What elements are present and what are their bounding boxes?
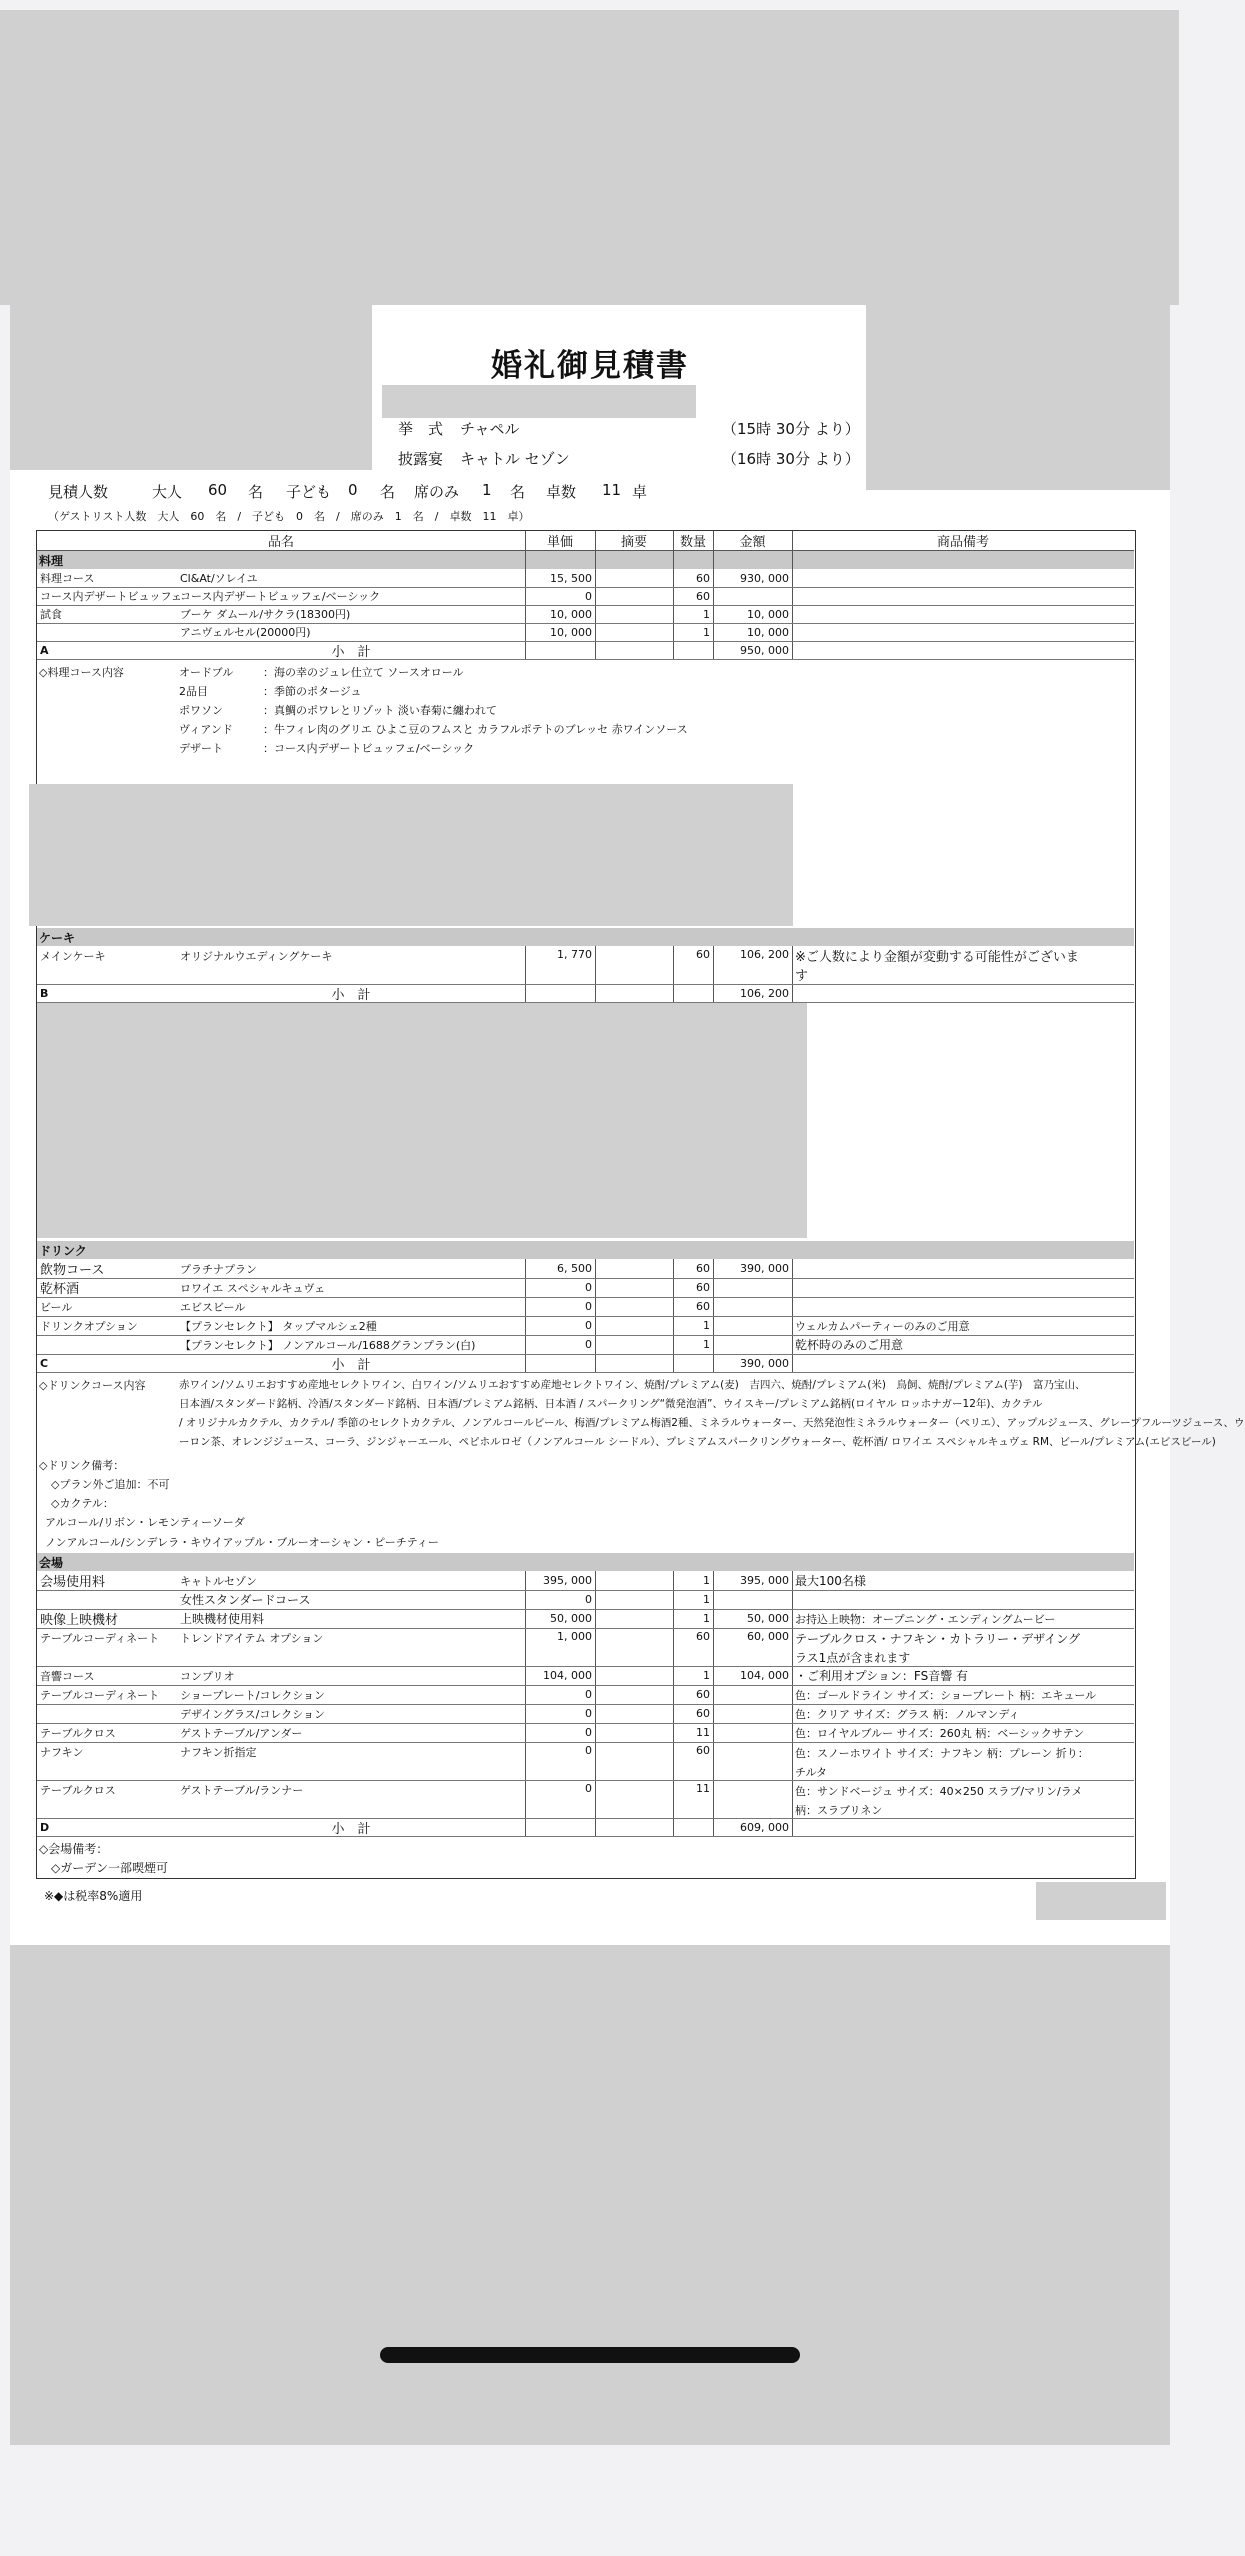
ceremony-label: 挙 式 [398, 420, 444, 438]
adult-count: 60 [208, 481, 228, 499]
course-desc: ：コース内デザートビュッフェ/ベーシック [263, 742, 475, 755]
grid-line [713, 531, 714, 659]
row-category: ドリンクオプション [40, 1319, 138, 1333]
grid-line [37, 1278, 1134, 1279]
row-category: 飲物コース [40, 1263, 105, 1278]
course-name: オードブル [179, 666, 234, 679]
drink-content-line: ーロン茶、オレンジジュース、コーラ、ジンジャーエール、ペピホルロゼ（ノンアルコール シードル）、プレミアムスパークリングウォーター、乾杯酒/ ロワイエ スペシャルキュヴェ RM、ビール/プレミアム(エビスビール) [179, 1436, 1216, 1448]
subtotal-label: 小 計 [331, 644, 371, 660]
section-cake: ケーキ [37, 928, 1134, 946]
col-remarks: 商品備考 [936, 535, 989, 550]
subtotal-code: A [40, 643, 49, 657]
grid-line [37, 1818, 1134, 1819]
row-price: 50, 000 [550, 1612, 592, 1625]
grid-line [37, 1335, 1134, 1336]
row-qty: 1 [703, 1574, 710, 1587]
grid-line [37, 1628, 1134, 1629]
redacted-block-2 [37, 1002, 807, 1238]
grid-line [37, 1354, 1134, 1355]
row-price: 6, 500 [557, 1262, 592, 1275]
estimate-document [10, 305, 1245, 1945]
section-drink: ドリンク [37, 1241, 1134, 1259]
section-cuisine: 料理 [37, 551, 1134, 569]
grid-line [37, 1609, 1134, 1610]
subtotal-amount: 609, 000 [740, 1820, 789, 1834]
col-item-name: 品名 [267, 535, 294, 550]
subtotal-amount: 390, 000 [740, 1356, 789, 1370]
course-name: ヴィアンド [179, 723, 233, 736]
course-name: ポワソン [179, 704, 223, 717]
grid-line [673, 531, 674, 659]
subtotal-label: 小 計 [331, 1821, 371, 1837]
subtotal-row-venue [37, 1818, 1134, 1836]
grid-line [37, 659, 1134, 660]
row-price: 1, 000 [557, 1630, 592, 1643]
subtotal-row-drink [37, 1354, 1134, 1372]
tables-unit: 卓 [632, 483, 648, 501]
row-price: 0 [585, 1281, 592, 1294]
row-category: ビール [40, 1300, 73, 1314]
grid-line [792, 946, 793, 1002]
row-qty: 11 [696, 1782, 710, 1795]
guest-list-note: （ゲストリスト人数 大人 60 名 / 子ども 0 名 / 席のみ 1 名 / 卓数 11 卓） [48, 510, 530, 523]
table-row [37, 1609, 1134, 1628]
adult-unit: 名 [248, 483, 264, 501]
table-row [37, 1628, 1134, 1666]
grid-line [525, 946, 526, 1002]
course-desc: ：季節のポタージュ [263, 685, 362, 698]
grid-line [37, 1372, 1134, 1373]
seat-only-count: 1 [482, 481, 492, 499]
redacted-right-header [866, 305, 1170, 490]
course-desc: ：海の幸のジュレ仕立て ソースオロール [263, 666, 464, 679]
col-qty: 数量 [679, 535, 706, 550]
row-price: 0 [585, 589, 592, 603]
course-name: デザート [179, 742, 223, 755]
row-qty: 60 [696, 1630, 710, 1643]
drink-content-line: 赤ワイン/ソムリエおすすめ産地セレクトワイン、白ワイン/ソムリエおすすめ産地セレクトワイン、焼酎/プレミアム(麦) 吉四六、焼酎/プレミアム(米) 鳥飼、焼酎/プレミアム(芋) 富乃宝山、 [179, 1379, 1086, 1391]
drink-note: ノンアルコール/シンデレラ・キウイアップル・ブルーオーシャン・ピーチティー [45, 1536, 439, 1549]
subtotal-code: C [40, 1356, 49, 1370]
row-note: 色：クリア サイズ：グラス 柄：ノルマンディ [795, 1707, 1020, 1721]
row-note: 色：サンドベージュ サイズ：40×250 スラブ/マリン/ラメ柄：スラブリネン [795, 1785, 1083, 1817]
row-item: アニヴェルセル(20000円) [180, 626, 311, 639]
seat-only-label: 席のみ [414, 483, 460, 501]
table-row [37, 1723, 1134, 1742]
redacted-footer [1036, 1882, 1166, 1920]
venue-note: ◇ガーデン一部喫煙可 [51, 1861, 168, 1875]
grid-line [37, 1723, 1134, 1724]
grid-line [595, 946, 596, 1002]
tables-label: 卓数 [546, 483, 577, 501]
row-item: プラチナプラン [180, 1262, 257, 1276]
home-indicator[interactable] [380, 2347, 800, 2363]
row-note: ・ご利用オプション：FS音響 有 [795, 1669, 969, 1683]
row-category: 会場使用料 [40, 1575, 106, 1590]
row-price: 10, 000 [550, 625, 592, 639]
row-price: 395, 000 [543, 1574, 592, 1587]
table-row [37, 1685, 1134, 1704]
row-qty: 60 [696, 1707, 710, 1720]
row-category: テーブルコーディネート [40, 1632, 160, 1645]
row-price: 1, 770 [557, 948, 592, 961]
grid-line [37, 984, 1134, 985]
table-row [37, 1704, 1134, 1723]
grid-line [792, 531, 793, 659]
row-qty: 60 [696, 1300, 710, 1313]
row-item: コース内デザートビュッフェ/ベーシック [180, 590, 381, 603]
ceremony-time: （15時 30分 より） [722, 420, 860, 438]
row-amount: 10, 000 [747, 607, 789, 621]
table-row [37, 1316, 1134, 1335]
row-price: 0 [585, 1688, 592, 1701]
subtotal-label: 小 計 [331, 987, 371, 1003]
grid-line [37, 641, 1134, 642]
row-item: ブーケ ダムール/サクラ(18300円) [180, 608, 351, 621]
row-price: 15, 500 [550, 571, 592, 585]
row-price: 104, 000 [543, 1669, 592, 1682]
drink-content-label: ◇ドリンクコース内容 [39, 1379, 146, 1392]
grid-line [37, 1685, 1134, 1686]
grid-line [37, 1780, 1134, 1781]
redacted-left-header [10, 305, 372, 470]
subtotal-code: D [40, 1820, 50, 1834]
row-amount: 60, 000 [747, 1630, 789, 1643]
table-row [37, 1742, 1134, 1780]
row-price: 0 [585, 1726, 592, 1739]
redacted-couple-name [382, 385, 696, 418]
reception-label: 披露宴 [398, 450, 444, 468]
table-row [37, 1297, 1134, 1316]
row-qty: 60 [696, 1688, 710, 1701]
drink-note: アルコール/リボン・レモンティーソーダ [45, 1516, 245, 1529]
row-note: テーブルクロス・ナフキン・カトラリー・デザイングラス1点が含まれます [795, 1632, 1081, 1665]
row-item: Cl&At/ソレイユ [180, 572, 258, 585]
tax-note: ※◆は税率8%適用 [44, 1889, 143, 1903]
row-price: 0 [585, 1707, 592, 1720]
grid-line [595, 531, 596, 659]
course-name: 2品目 [179, 685, 208, 698]
subtotal-amount: 106, 200 [740, 986, 789, 1000]
row-item: 女性スタンダードコース [180, 1593, 311, 1607]
row-item: ショープレート/コレクション [180, 1688, 326, 1702]
subtotal-row-cake [37, 984, 1134, 1002]
row-qty: 60 [696, 589, 710, 603]
table-row [37, 1780, 1134, 1818]
row-category: 音響コース [40, 1669, 95, 1683]
grid-line [37, 1742, 1134, 1743]
row-note: 乾杯時のみのご用意 [795, 1338, 904, 1352]
table-header [37, 531, 1134, 551]
row-item: コンプリオ [180, 1669, 235, 1683]
row-note: ウェルカムパーティーのみのご用意 [795, 1319, 970, 1333]
grid-line [37, 587, 1134, 588]
table-row [37, 946, 1134, 984]
row-price: 0 [585, 1319, 592, 1332]
drink-content-line: / オリジナルカクテル、カクテル/ 季節のセレクトカクテル、ノンアルコールビール、梅酒/プレミアム梅酒2種、ミネラルウォーター、天然発泡性ミネラルウォーター（ペリエ）、アップルジュース、グレープフルーツジュース、ウ [179, 1417, 1245, 1429]
table-row [37, 605, 1134, 623]
row-category: テーブルクロス [40, 1726, 116, 1740]
table-row [37, 1278, 1134, 1297]
row-item: 【プランセレクト】 タップマルシェ2種 [180, 1319, 377, 1333]
grid-line [713, 946, 714, 1002]
row-category: メインケーキ [40, 950, 106, 963]
table-row [37, 587, 1134, 605]
table-row [37, 1259, 1134, 1278]
grid-line [37, 1666, 1134, 1667]
row-note: 最大100名様 [795, 1574, 866, 1588]
row-item: オリジナルウエディングケーキ [180, 950, 333, 963]
row-item: トレンドアイテム オプション [180, 1632, 324, 1645]
row-category: 映像上映機材 [40, 1613, 119, 1628]
document-title: 婚礼御見積書 [491, 348, 689, 384]
child-count: 0 [348, 481, 358, 499]
row-item: キャトルセゾン [180, 1574, 257, 1588]
row-qty: 11 [696, 1726, 710, 1739]
estimate-table [36, 530, 1245, 1879]
row-note: 色：スノーホワイト サイズ：ナフキン 柄：プレーン 折り：チルタ [795, 1747, 1089, 1779]
row-category: 料理コース [40, 572, 95, 585]
table-row [37, 1590, 1134, 1609]
col-summary: 摘要 [620, 535, 647, 550]
subtotal-amount: 950, 000 [740, 643, 789, 657]
reception-time: （16時 30分 より） [722, 450, 860, 468]
grid-line [37, 1316, 1134, 1317]
grid-line [37, 1836, 1134, 1837]
row-qty: 1 [703, 1319, 710, 1332]
row-qty: 1 [703, 1612, 710, 1625]
row-qty: 60 [696, 1281, 710, 1294]
cuisine-content-label: ◇料理コース内容 [39, 666, 124, 679]
grid-line [37, 1297, 1134, 1298]
drink-content-line: 日本酒/スタンダード銘柄、冷酒/スタンダード銘柄、日本酒/プレミアム銘柄、日本酒 / スパークリング“微発泡酒”、ウイスキー/プレミアム銘柄(ロイヤル ロッホナガー12年)、カクテル [179, 1398, 1043, 1410]
row-price: 0 [585, 1593, 592, 1606]
row-qty: 1 [703, 1593, 710, 1606]
grid-line [37, 623, 1134, 624]
redacted-block-1 [29, 784, 793, 926]
col-amount: 金額 [739, 535, 766, 550]
row-qty: 1 [703, 607, 710, 621]
row-category: テーブルコーディネート [40, 1688, 160, 1702]
table-row [37, 1571, 1134, 1590]
row-category: テーブルクロス [40, 1784, 116, 1797]
row-price: 0 [585, 1300, 592, 1313]
row-amount: 930, 000 [740, 571, 789, 585]
course-desc: ：牛フィレ肉のグリエ ひよこ豆のフムスと カラフルポテトのブレッセ 赤ワインソース [263, 723, 688, 736]
row-note: 色：ゴールドライン サイズ：ショープレート 柄：エキュール [795, 1688, 1097, 1702]
row-qty: 60 [696, 948, 710, 961]
table-row [37, 1666, 1134, 1685]
venue-notes-label: ◇会場備考： [39, 1842, 109, 1856]
row-item: ロワイエ スペシャルキュヴェ [180, 1281, 326, 1295]
row-amount: 104, 000 [740, 1669, 789, 1682]
tables-count: 11 [602, 481, 622, 499]
grid-line [37, 1002, 1134, 1003]
row-qty: 1 [703, 625, 710, 639]
child-unit: 名 [380, 483, 396, 501]
row-item: 【プランセレクト】 ノンアルコール/1688グランプラン(白) [180, 1338, 476, 1352]
reception-venue: キャトル セゾン [460, 450, 570, 468]
grid-line [37, 605, 1134, 606]
row-amount: 395, 000 [740, 1574, 789, 1587]
row-note: ※ご人数により金額が変動する可能性がございます [795, 950, 1079, 984]
col-unit-price: 単価 [546, 535, 573, 550]
ceremony-venue: チャペル [460, 420, 520, 438]
bottom-gray-band [10, 1945, 1170, 2445]
row-category: 試食 [40, 608, 62, 621]
estimate-count-label: 見積人数 [48, 483, 109, 501]
row-category: ナフキン [40, 1746, 84, 1759]
child-label: 子ども [286, 483, 332, 501]
section-venue: 会場 [37, 1553, 1134, 1571]
drink-notes-label: ◇ドリンク備考： [39, 1459, 125, 1472]
row-amount: 10, 000 [747, 625, 789, 639]
row-note: お持込上映物：オープニング・エンディングムービー [795, 1612, 1056, 1626]
row-amount: 106, 200 [740, 948, 789, 961]
row-item: ゲストテーブル/アンダー [180, 1726, 303, 1740]
row-item: ゲストテーブル/ランナー [180, 1784, 304, 1797]
row-price: 0 [585, 1782, 592, 1795]
table-row [37, 569, 1134, 587]
drink-note: ◇カクテル： [51, 1497, 114, 1510]
row-note: 色：ロイヤルブルー サイズ：260丸 柄：ベーシックサテン [795, 1726, 1085, 1740]
row-item: デザイングラス/コレクション [180, 1707, 325, 1721]
row-item: 上映機材使用料 [180, 1612, 265, 1626]
row-amount: 390, 000 [740, 1262, 789, 1275]
row-category: 乾杯酒 [40, 1282, 80, 1297]
row-qty: 1 [703, 1669, 710, 1682]
row-price: 0 [585, 1338, 592, 1351]
grid-line [525, 531, 526, 659]
subtotal-label: 小 計 [331, 1357, 371, 1373]
table-row [37, 1335, 1134, 1354]
subtotal-code: B [40, 986, 49, 1000]
grid-line [37, 1704, 1134, 1705]
drink-note: ◇プラン外ご追加：不可 [51, 1478, 170, 1491]
row-item: エビスビール [180, 1300, 246, 1314]
table-row [37, 623, 1134, 641]
subtotal-row-cuisine [37, 641, 1134, 659]
seat-only-unit: 名 [510, 483, 526, 501]
row-amount: 50, 000 [747, 1612, 789, 1625]
grid-line [673, 946, 674, 1002]
row-qty: 60 [696, 1262, 710, 1275]
top-gray-band [0, 10, 1179, 305]
grid-line [37, 1590, 1134, 1591]
row-qty: 60 [696, 1744, 710, 1757]
row-item: ナフキン折指定 [180, 1746, 257, 1759]
row-qty: 60 [696, 571, 710, 585]
row-qty: 1 [703, 1338, 710, 1351]
row-price: 0 [585, 1744, 592, 1757]
row-price: 10, 000 [550, 607, 592, 621]
row-category: コース内デザートビュッフェ [40, 590, 182, 603]
course-desc: ：真鯛のポワレとリゾット 淡い春菊に纏われて [263, 704, 497, 717]
adult-label: 大人 [152, 483, 183, 501]
